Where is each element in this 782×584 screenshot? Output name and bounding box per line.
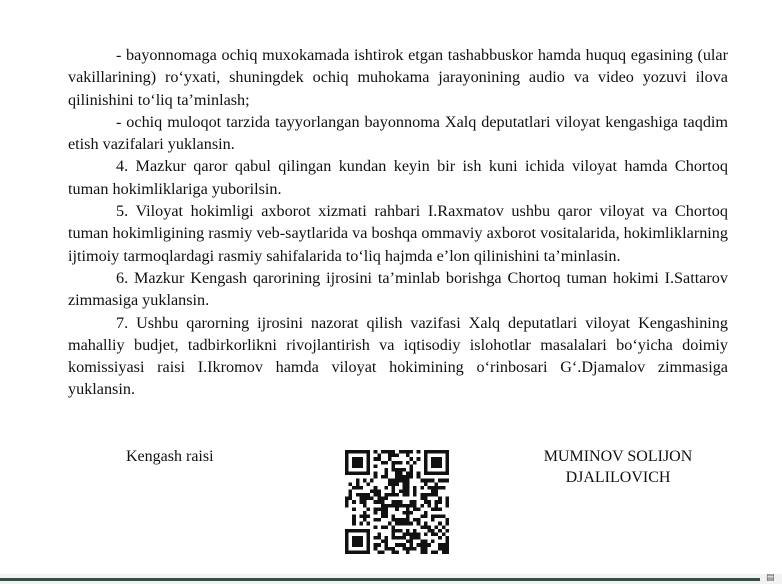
- signatory-name-line-1: MUMINOV SOLIJON: [543, 448, 693, 465]
- document-body: [68, 44, 728, 401]
- paragraph-list-item-1: - bayonnomaga ochiq muxokamada ishtirok etgan tashabbuskor hamda huquq egasining (ular vakillarining) ro‘yxati, shuningdek ochiq muhokama jarayonining audio va video yozuvi ilova qilinishini to‘liq ta’minlash;: [68, 46, 728, 109]
- bottom-divider: [0, 578, 760, 581]
- document-icon: ▤: [766, 573, 775, 583]
- qr-code-icon: [345, 450, 449, 554]
- signatory-name-line-2: DJALILOVICH: [565, 469, 671, 486]
- paragraph-item-4: 4. Mazkur qaror qabul qilingan kundan keyin bir ish kuni ichida viloyat hamda Chortoq tuman hokimliklariga yuborilsin.: [68, 157, 728, 198]
- paragraph-item-5: 5. Viloyat hokimligi axborot xizmati rahbari I.Raxmatov ushbu qaror viloyat va Chortoq tuman hokimligining rasmiy veb-saytlarida va boshqa ommaviy axborot vositalarida, hokimliklarning ijtimoiy tarmoqlardagi rasmiy sahifalarida to‘liq hajmda e’lon qilinishini ta’minlasin.: [68, 202, 728, 265]
- paragraph-list-item-2: - ochiq muloqot tarzida tayyorlangan bayonnoma Xalq deputatlari viloyat kengashiga taqdim etish vazifalari yuklansin.: [68, 112, 728, 154]
- qr-code-graphic: [345, 450, 449, 554]
- signatory-name: [518, 446, 718, 488]
- signature-title: Kengash raisi: [126, 448, 214, 465]
- paragraph-item-6: 6. Mazkur Kengash qarorining ijrosini ta’minlab borishga Chortoq tuman hokimi I.Sattarov zimmasiga yuklansin.: [68, 268, 728, 310]
- paragraph-item-7: 7. Ushbu qarorning ijrosini nazorat qilish vazifasi Xalq deputatlari viloyat Kengashining mahalliy budjet, tadbirkorlikni rivojlantirish va iqtisodiy islohotlar masalalari bo‘yicha doimiy komissiyasi raisi I.Ikromov hamda viloyat hokimining o‘rinbosari G‘.Djamalov zimmasiga yuklansin.: [68, 313, 728, 399]
